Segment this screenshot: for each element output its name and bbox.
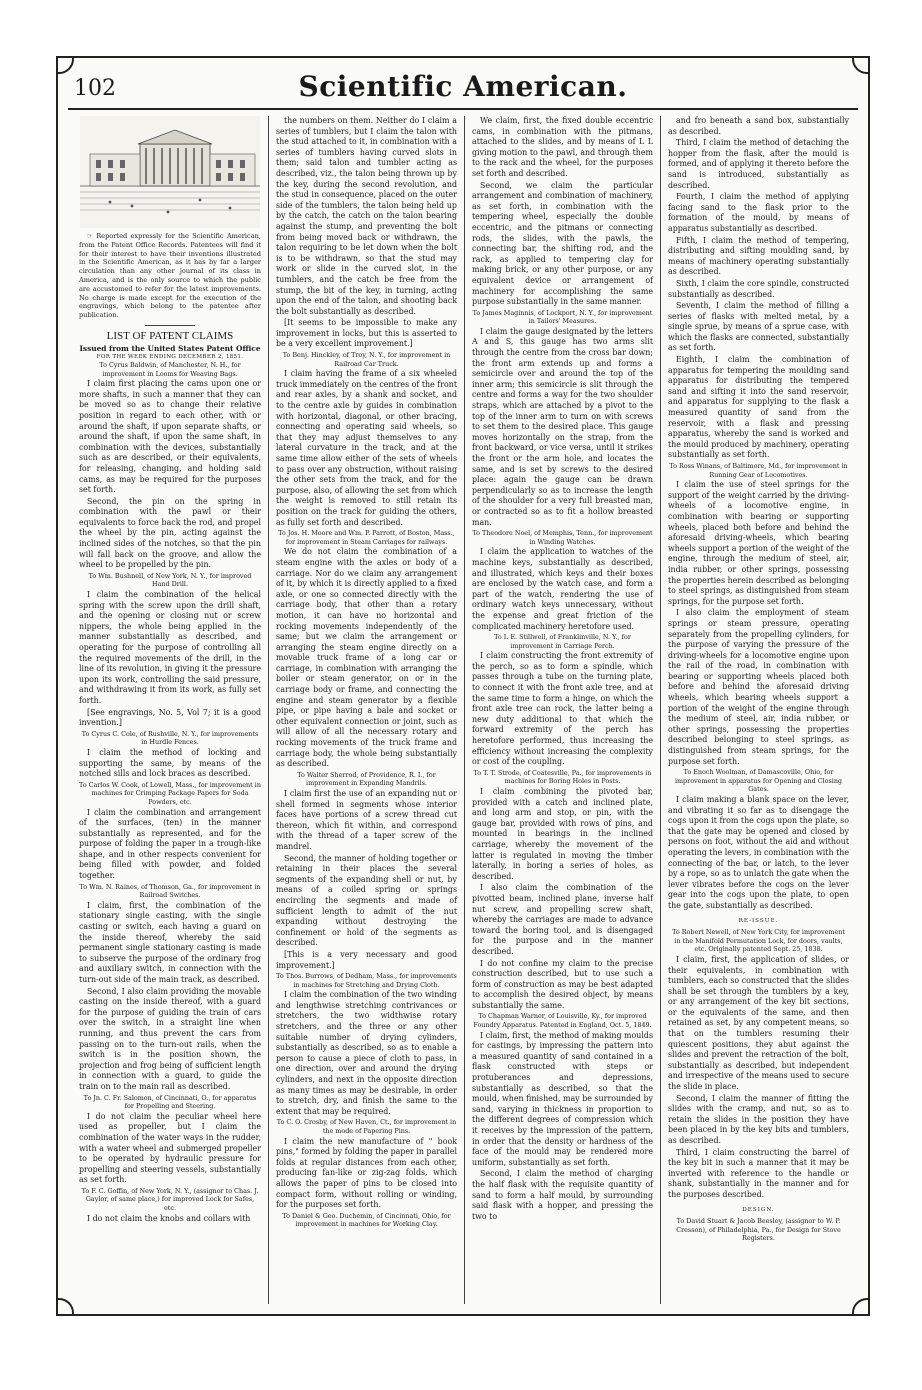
- claim-text: I claim the gauge designated by the letters A and S, this gauge has two arms slit through the centre from the cross bar down; the front arm extends up and forms a semicircle over and around the top of the inner arm; this semicircle is slit through the centre and forms a way for the two shoulder straps, which are attached by a pivot to the top of the inner arm to turn on with screws to set them to the desired place. This gauge moves horizontally on the strap, from the front backward, or vice versa, until it strikes the front or the arm hole, and locates the same, and is set by screws to the desired place: again the gauge can be drawn perpendicularly so as to increase the length of the shoulder for a very full breasted man, or contracted so as to fit a hollow breasted man.: [472, 326, 653, 527]
- claim-heading: To David Stuart & Jacob Beesley, (assignor to W. P. Cresson), of Philadelphia, Pa., for Design for Stove Registers.: [676, 1217, 841, 1243]
- claim-text: the numbers on them. Neither do I claim a series of tumblers, but I claim the talon with the stud attached to it, in combination with a series of tumblers having curved slots in them; said talon and tumbler acting as described, viz., the talon being thrown up by the key, during the second revolution, and the stud in consequence, placed on the outer side of the tumblers, the talon being held up by the catch, the catch on the talon bearing against the stump, and preventing the bolt from being moved back or withdrawn, the talon requiring to be let down when the bolt is to be withdrawn, so that the stud may work or slide in the curved slot, in the tumblers, and the catch be free from the stump, the bit of the key, in turning, acting upon the end of the talon, and shooting back the bolt substantially as described.: [276, 116, 457, 316]
- claim-text: I claim the new manufacture of " book pins," formed by folding the paper in parallel folds at regular distances from each other, producing fan-like or zig-zag folds, which allows the paper of pins to be closed into compact form, without rolling or winding, for the purposes set forth.: [276, 1136, 457, 1210]
- column-2: [268, 116, 464, 1304]
- design-heading: DESIGN.: [742, 1206, 775, 1213]
- claim-text: I claim, first, the combination of the stationary single casting, with the single casting or switch, each having a guard on the inside thereof, whereby the said permanent single stationary casting is made to subserve the purpose of the ordinary frog and auxiliary switch, in connection with the turn-out side of the main track, as described.: [79, 900, 261, 984]
- claim-heading: To Wm. N. Raines, of Thomson, Ga., for improvement in Railroad Switches.: [79, 882, 261, 900]
- claim-text: I claim the combination and arrangement of the surfaces, (ten) in the manner substantially as represented, and for the purpose of folding the paper in a trough-like shape, and in other respects convenient for being filled with powder, and folded together.: [79, 807, 261, 881]
- column-1: [72, 116, 268, 1304]
- claim-text: I claim combining the pivoted bar, provided with a catch and inclined plate, and long arm and stop, or pin, with the gauge bar, provided with rows of pins, and mounted in bearings in the inclined carriage, whereby the movement of the latter is regulated in moving the timber laterally, in boring a series of holes, as described.: [472, 787, 653, 881]
- claim-text: Eighth, I claim the combination of apparatus for tempering the moulding sand apparatus for distributing the tempered sand and sifting it into the sand reservoir, and apparatus for supplying to the flask a measured quantity of sand from the reservoir, with a flask and pressing apparatus, whereby the sand is worked and the mould produced by machinery, operating substantially as set forth.: [668, 355, 849, 460]
- page-number: 102: [74, 76, 116, 101]
- claim-heading: To C. O. Crosby, of New Haven, Ct., for improvement in the mode of Papering Pins.: [276, 1118, 457, 1135]
- claim-heading: To Jn. C. Fr. Salomon, of Cincinnati, O., for apparatus for Propelling and Steering.: [83, 1093, 257, 1111]
- section-subtitle: Issued from the United States Patent Office: [79, 343, 261, 353]
- claim-text: Seventh, I claim the method of filling a series of flasks with melted metal, by a single sprue, by means of a sprue case, with which the flasks are connected, substantially as set forth.: [668, 301, 849, 353]
- column-3: [464, 116, 660, 1304]
- claim-text: Second, the pin on the spring in combination with the pawl or their equivalents to force back the rod, and propel the wheel by the pin, acting against the inclined sides of the notches, so that the pin will fall back on the groove, and allow the wheel to be propelled by the pin.: [79, 496, 261, 570]
- claim-text: Second, I also claim providing the movable casting on the inside thereof, with a guard for the purpose of guiding the train of cars over the switch, in a straight line when running, and thus prevent the cars from passing on to the turn-out rails, when the switch is in the position shown, the projection and frog being of sufficient length in connection with a guard, to guide the train on to the main rail as described.: [79, 986, 261, 1091]
- claim-heading: To James Maginnis, of Lockport, N. Y., for improvement in Tailors' Measures.: [472, 308, 653, 326]
- claim-text: I claim, first, the application of slides, or their equivalents, in combination with tumblers, each so constructed that the slides shall be set through the tumblers by a key, or any arrangement of the key bit sections, or the equivalents of the same, and then retained as set, by any competent means, so that on the tumblers resuming their quiescent positions, they abut against the slides and prevent the retraction of the bolt, substantially as described, but independent and irrespective of the means used to secure the slide in place.: [668, 954, 849, 1092]
- page-header: [68, 68, 858, 110]
- claim-text: I claim first the use of an expanding nut or shell formed in segments whose interior faces have portions of a screw thread cut thereon, which fit within, and correspond with the thread of a taper screw of the mandrel.: [276, 789, 457, 851]
- claim-text: and fro beneath a sand box, substantially as described.: [668, 116, 849, 136]
- claim-text: I claim, first, the method of making moulds for castings, by impressing the pattern into a measured quantity of sand contained in a flask constructed with steps or protuberances and depressions, substantially as described, so that the mould, when finished, may be surrounded by sand, varying in thickness in proportion to the different degrees of compression which it receives by the impression of the pattern, in order that the density or hardness of the face of the mould may be rendered more uniform, substantially as set forth.: [472, 1030, 653, 1167]
- claim-text: Third, I claim the method of detaching the hopper from the flask, after the mould is formed, and of applying it thereto before the sand is introduced, substantially as described.: [668, 138, 849, 190]
- claim-heading: To Robert Newell, of New York City, for improvement in the Manifold Permutation Lock, for doors, vaults, etc. Originally patented Sept. 25, 1838.: [672, 928, 845, 954]
- claim-text: I also claim the employment of steam springs or steam pressure, operating separately from the propelling cylinders, for the purpose of varying the pressure of the driving-wheels for a locomotive engine upon the rail of the road, in combination with bearing or supporting wheels placed both before and behind the aforesaid driving wheels, which bearing wheels support a portion of the weight of the engine through the medium of steel, air, india rubber, or other springs, possessing the properties described belonging to steel springs, as distinguished from steam springs, for the purpose set forth.: [668, 608, 849, 766]
- section-date: FOR THE WEEK ENDING DECEMBER 2, 1851.: [96, 353, 244, 360]
- claim-heading: To Daniel & Geo. Duchemin, of Cincinnati, Ohio, for improvement in machines for Working Clay.: [282, 1211, 451, 1229]
- editorial-note: [This is a very necessary and good improvement.]: [276, 949, 457, 970]
- text-columns: [72, 116, 858, 1304]
- editorial-note: [It seems to be impossible to make any improvement in locks, but this is asserted to be a very excellent improvement.]: [276, 318, 457, 349]
- claim-heading: To Cyrus Baldwin, of Manchester, N. H., for improvement in Looms for Weaving Bags.: [99, 360, 241, 378]
- claim-text: Fifth, I claim the method of tempering, distributing and sifting moulding sand, by means of machinery operating substantially as described.: [668, 235, 849, 277]
- claim-text: I do not claim the knobs and collars with: [87, 1213, 251, 1223]
- claim-heading: To F. C. Goffin, of New York, N. Y., (assignor to Chas. J. Gaylor, of same place,) for improved Lock for Safes, etc.: [81, 1186, 259, 1213]
- claim-heading: To I. E. Stillwell, of Franklinville, N. Y., for improvement in Carriage Perch.: [494, 633, 631, 650]
- divider: [145, 325, 195, 326]
- claim-text: Second, we claim the particular arrangement and combination of machinery, as set forth, in combination with the tempering wheel, especially the double eccentric, and the pitmans or connecting rods, the slides, with the pawls, the connecting bar, the shifting rod, and the rack, as applied to tempering clay for making brick, or any other purpose, or any equivalent device or arrangement of machinery for accomplishing the same purpose substantially in the same manner.: [472, 180, 653, 307]
- claim-text: Second, I claim the method of charging the half flask with the requisite quantity of sand to form a half mould, by surrounding said flask with a hopper, and pressing the two to: [472, 1169, 653, 1221]
- claim-text: I claim constructing the front extremity of the perch, so as to form a spindle, which passes through a tube on the turning plate, to connect it with the front axle tree, and at the same time to form a hinge, on which the front axle tree can rock, the latter being a new duty additional to that which the forward extremity of the perch has heretofore performed, thus increasing the efficiency without increasing the complexity or cost of the coupling.: [472, 651, 653, 767]
- claim-heading: To Walter Sherrod, of Providence, R. I., for improvement in Expanding Mandrils.: [297, 770, 436, 788]
- claim-heading: To Ross Winans, of Baltimore, Md., for improvement in Running Gear of Locomotives.: [669, 462, 848, 479]
- claim-text: Second, I claim the manner of fitting the slides with the cramp, and nut, so as to retain the slides in the position they have been placed in by the key bits and tumblers, as described.: [668, 1093, 849, 1145]
- claim-text: Third, I claim constructing the barrel of the key bit in such a manner that it may be inverted with reference to the handle or shank, substantially in the manner and for the purposes described.: [668, 1147, 849, 1199]
- column-4: [660, 116, 856, 1304]
- claim-text: I claim the combination of the helical spring with the screw upon the drill shaft, and the opening or closing nut or screw nippers, the whole being applied in the manner substantially as described, and operating for the purpose of controlling all the required movements of the drill, in the line of its revolution, in giving it the pressure upon its work, controlling the said pressure, and withdrawing it from its work, as fully set forth.: [79, 590, 261, 705]
- claim-heading: To Wm. Bushnell, of New York, N. Y., for improved Hand Drill.: [88, 571, 252, 589]
- intro-notice: ☞ Reported expressly for the Scientific American, from the Patent Office Records. Patentees will find it for their interest to have their inventions illustrated in the Scientific American, as it has by far a larger circulation than any other journal of its class in America, and is the only source to which the public are accustomed to refer for the latest improvements. No charge is made except for the execution of the engravings, which belong to the patentee after publication.: [79, 232, 261, 320]
- claim-text: I claim the application to watches of the machine keys, substantially as described, and illustrated, which keys and their boxes are enclosed by the watch case, and form a part of the watch, rendering the use of ordinary watch keys unnecessary, without the expense and great friction of the complicated machinery heretofore used.: [472, 547, 653, 631]
- claim-heading: To Theodore Noel, of Memphis, Tenn., for improvement in Winding Watches.: [472, 529, 653, 546]
- claim-heading: To Thos. Burrows, of Dedham, Mass., for improvements in machines for Stretching and Drying Cloth.: [276, 972, 457, 989]
- claim-heading: To Carlos W. Cook, of Lowell, Mass., for improvement in machines for Crimping Package Papers for Soda Powders, etc.: [79, 780, 261, 806]
- claim-heading: To Benj. Hinckley, of Troy, N. Y., for improvement in Railroad Car Truck.: [282, 351, 451, 368]
- claim-heading: To Enoch Woolman, of Damascoville, Ohio, for improvement in apparatus for Opening and Closing Gates.: [674, 768, 843, 794]
- claim-text: I claim the combination of the two winding and lengthwise stretching contrivances or stretchers, the two widthwise rotary stretchers, and the three or any other suitable number of drying cylinders, substantially as described, so as to enable a person to cause a piece of cloth to pass, in one direction, over and around the drying cylinders, and next in the opposite direction as many times as may be desirable, in order to stretch, dry, and finish the same to the extent that may be required.: [276, 990, 457, 1116]
- claim-heading: To Cyrus C. Cole, of Rushville, N. Y., for improvements in Hurdle Fences.: [81, 729, 259, 747]
- claim-text: I do not confine my claim to the precise construction described, but to use such a form of construction as may be best adapted to accomplish the desired object, by means substantially the same.: [472, 958, 653, 1010]
- claim-heading: To T. T. Strode, of Coatesville, Pa., for improvements in machines for Boring Holes in Posts.: [473, 768, 652, 786]
- claim-text: Second, the manner of holding together or retaining in their places the several segments of the expanding shell or nut, by means of a coiled spring or springs encircling the segments and made of sufficient length to admit of the nut expanding without destroying the confinement or hold of the segments as described.: [276, 853, 457, 948]
- masthead-title: Scientific American.: [298, 70, 628, 103]
- claim-text: I also claim the combination of the pivotted beam, inclined plane, inverse half nut screw, and propelling screw shaft, whereby the carriages are made to advance toward the boring tool, and is disengaged for the purpose and in the manner described.: [472, 883, 653, 956]
- claim-text: I claim the method of locking and supporting the same, by means of the notched sills and lock braces as described.: [79, 747, 261, 779]
- claim-text: We do not claim the combination of a steam engine with the axles or body of a carriage. Nor do we claim any arrangement of it, by which it is directly applied to a fixed axle, or one so connected directly with the carriage body, that other than a rotary motion, it can have no horizontal and rocking movements independently of the same; but we claim the arrangement or arranging the steam engine directly on a movable truck frame of a long car or carriage, in combination with arranging the boiler or steam generator, on or in the carriage body or frame, and connecting the engine and steam generator by a flexible pipe, or pipe having a bale and socket or other equivalent connection or joint, such as will allow of all the necessary rotary and rocking movements of the truck frame and carriage body, the whole being substantially as described.: [276, 547, 457, 769]
- newspaper-page: [56, 56, 870, 1316]
- claim-text: I claim first placing the cams upon one or more shafts, in such a manner that they can be moved so as to change their relative position in regard to each other, with or around the shaft, if upon separate shafts, or around the shaft, if upon the same shaft, in combination with the devices, substantially such as are described, or their equivalents, for releasing, changing, and holding said cams, as may be required for the purposes set forth.: [79, 379, 261, 495]
- editorial-note: [See engravings, No. 5, Vol 7; it is a good invention.]: [79, 707, 261, 728]
- reissue-heading: RE-ISSUE.: [738, 917, 779, 924]
- claim-heading: To Chapman Warner, of Louisville, Ky., for improved Foundry Apparatus. Patented in England, Oct. 5, 1849.: [473, 1012, 652, 1030]
- patent-office-engraving: [79, 116, 261, 228]
- claim-text: Fourth, I claim the method of applying facing sand to the flask prior to the formation of the mould, by means of apparatus substantially as described.: [668, 192, 849, 233]
- claim-heading: To Jos. H. Moore and Wm. P. Parrott, of Boston, Mass., for improvement in Steam Carriages for railways.: [278, 529, 455, 546]
- claim-text: I claim the use of steel springs for the support of the weight carried by the driving-wheels of a locomotive engine, in combination with bearing or supporting wheels, placed both before and behind the aforesaid driving-wheels, which bearing wheels support a portion of the weight of the engine, through the medium of steel, air, india rubber, or other springs, possessing the properties herein described as belonging to steel springs, as distinguished from steam springs, for the purpose set forth.: [668, 480, 849, 606]
- claim-text: We claim, first, the fixed double eccentric cams, in combination with the pitmans, attached to the slides, and by means of L L giving motion to the pawl, and through them to the rack and the wheel, for the purposes set forth and described.: [472, 116, 653, 178]
- section-title: LIST OF PATENT CLAIMS: [106, 329, 234, 342]
- claim-text: I do not claim the peculiar wheel here used as propeller, but I claim the combination of the water ways in the rudder, with a water wheel and submerged propeller to be operated by hydraulic pressure for propelling and steering vessels, substantially as set forth.: [79, 1111, 261, 1185]
- claim-text: Sixth, I claim the core spindle, constructed substantially as described.: [668, 278, 849, 299]
- claim-text: I claim having the frame of a six wheeled truck immediately on the centres of the front and rear axles, by a shank and socket, and to the centre axle by guides in combination with horizontal, diagonal, or other bracing, connecting and operating said wheels, so that they may adjust themselves to any lateral curvature in the track, and at the same time allow either of the sets of wheels to pass over any obstruction, without raising the other sets from the track, and for the purpose, also, of allowing the set from which the weight is removed to still retain its position on the track for guiding the others, as fully set forth and described.: [276, 369, 457, 527]
- claim-text: I claim making a blank space on the lever, and vibrating it so far as to disengage the cogs upon it from the cogs upon the plate, so that the gate may be opened and closed by persons on foot, without the aid and without operating the levers, in combination with the connecting of the bar, or latch, to the lever by a rope, so as to unlatch the gate when the lever vibrates before the cogs on the lever gear into the cogs upon the plate, to open the gate, substantially as described.: [668, 795, 849, 910]
